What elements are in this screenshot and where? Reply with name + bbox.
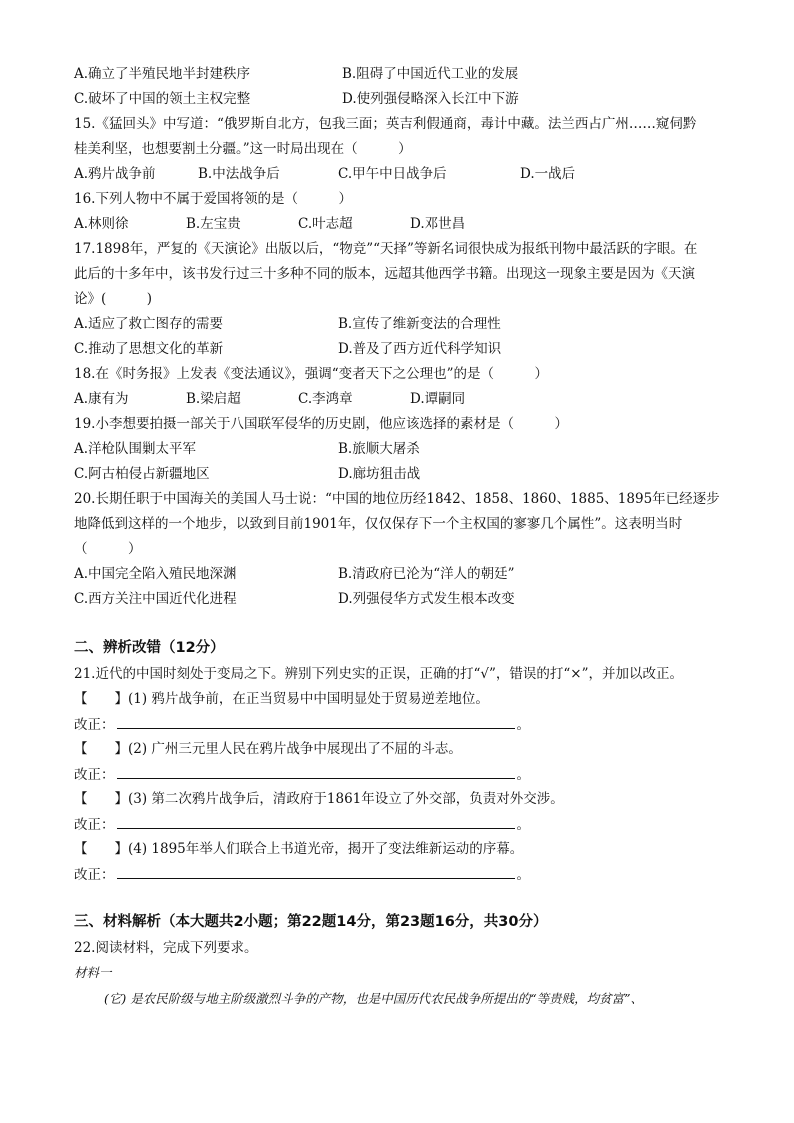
q17-stem-line3: 论》( ): [74, 291, 153, 307]
fix-label: 改正：: [74, 717, 115, 733]
q17-option-b: B.宣传了维新变法的合理性: [338, 316, 501, 332]
q19-option-a: A.洋枪队围剿太平军: [74, 441, 197, 457]
q15-option-c: C.甲午中日战争后: [338, 166, 447, 182]
q17-option-d: D.普及了西方近代科学知识: [338, 341, 502, 357]
fix-label: 改正：: [74, 867, 115, 883]
q15-stem-line2: 桂美利坚，也想要割土分疆。”这一时局出现在（ ）: [74, 141, 412, 157]
fix-end: 。: [516, 867, 530, 883]
answer-blank-2[interactable]: [117, 764, 515, 779]
q21-fix-row-2: [74, 764, 530, 785]
q20-stem-line3: （ ）: [74, 541, 142, 557]
q18-option-c: C.李鸿章: [298, 391, 353, 407]
q17-option-c: C.推动了思想文化的革新: [74, 341, 224, 357]
q15-option-a: A.鸦片战争前: [74, 166, 156, 182]
q15-option-d: D.一战后: [520, 166, 576, 182]
q21-item-2: 【 】(2) 广州三元里人民在鸦片战争中展现出了不屈的斗志。: [74, 741, 462, 757]
q17-option-a: A.适应了救亡图存的需要: [74, 316, 224, 332]
q19-stem: 19.小李想要拍摄一部关于八国联军侵华的历史剧，他应该选择的素材是（ ）: [74, 416, 568, 432]
section3-title: 三、材料解析（本大题共2小题；第22题14分，第23题16分，共30分）: [74, 914, 548, 930]
fix-end: 。: [516, 817, 530, 833]
q20-stem-line1: 20.长期任职于中国海关的美国人马士说：“中国的地位历经1842、1858、1860、1885、1895年已经逐步: [74, 491, 720, 507]
q18-option-a: A.康有为: [74, 391, 129, 407]
fix-label: 改正：: [74, 767, 115, 783]
q15-option-b: B.中法战争后: [198, 166, 280, 182]
q14-option-c: C.破坏了中国的领土主权完整: [74, 91, 251, 107]
q20-stem-line2: 地降低到这样的一个地步，以致到目前1901年，仅仅保存下一个主权国的寥寥几个属性”。这表明当时: [74, 516, 683, 532]
material-text: (它) 是农民阶级与地主阶级激烈斗争的产物，也是中国历代农民战争所提出的“等贵贱，均贫富”、: [104, 991, 644, 1006]
q21-fix-row-1: [74, 714, 530, 735]
q16-stem: 16.下列人物中不属于爱国将领的是（ ）: [74, 191, 352, 207]
q18-option-b: B.梁启超: [186, 391, 241, 407]
q14-option-b: B.阻碍了中国近代工业的发展: [342, 66, 519, 82]
q20-option-d: D.列强侵华方式发生根本改变: [338, 591, 515, 607]
q21-fix-row-4: [74, 864, 530, 885]
q21-fix-row-3: [74, 814, 530, 835]
section2-title: 二、辨析改错（12分）: [74, 640, 225, 656]
q19-option-c: C.阿古柏侵占新疆地区: [74, 466, 210, 482]
q21-item-1: 【 】(1) 鸦片战争前，在正当贸易中中国明显处于贸易逆差地位。: [74, 691, 489, 707]
q16-option-c: C.叶志超: [298, 216, 353, 232]
answer-blank-3[interactable]: [117, 814, 515, 829]
fix-end: 。: [516, 717, 530, 733]
answer-blank-4[interactable]: [117, 864, 515, 879]
q20-option-b: B.清政府已沦为“洋人的朝廷”: [338, 566, 515, 582]
q17-stem-line2: 此后的十多年中，该书发行过三十多种不同的版本，远超其他西学书籍。出现这一现象主要是因为《天演: [74, 266, 695, 282]
q22-stem: 22.阅读材料，完成下列要求。: [74, 940, 258, 956]
q18-option-d: D.谭嗣同: [410, 391, 466, 407]
q21-item-3: 【 】(3) 第二次鸦片战争后，清政府于1861年设立了外交部，负责对外交涉。: [74, 791, 564, 807]
q14-option-a: A.确立了半殖民地半封建秩序: [74, 66, 251, 82]
fix-label: 改正：: [74, 817, 115, 833]
q16-option-a: A.林则徐: [74, 216, 129, 232]
q15-stem-line1: 15.《猛回头》中写道：“俄罗斯自北方，包我三面；英吉利假通商，毒计中藏。法兰西占广州……窥伺黔: [74, 116, 697, 132]
answer-blank-1[interactable]: [117, 714, 515, 729]
q20-option-a: A.中国完全陷入殖民地深渊: [74, 566, 237, 582]
q16-option-d: D.邓世昌: [410, 216, 466, 232]
fix-end: 。: [516, 767, 530, 783]
q21-stem: 21.近代的中国时刻处于变局之下。辨别下列史实的正误，正确的打“√”，错误的打“×”，并加以改正。: [74, 666, 683, 682]
q16-option-b: B.左宝贵: [186, 216, 241, 232]
q19-option-b: B.旅顺大屠杀: [338, 441, 420, 457]
q17-stem-line1: 17.1898年，严复的《天演论》出版以后，“物竞”“天择”等新名词很快成为报纸刊物中最活跃的字眼。在: [74, 241, 698, 257]
q18-stem: 18.在《时务报》上发表《变法通议》，强调“变者天下之公理也”的是（ ）: [74, 366, 549, 382]
q19-option-d: D.廊坊狙击战: [338, 466, 421, 482]
q21-item-4: 【 】(4) 1895年举人们联合上书道光帝，揭开了变法维新运动的序幕。: [74, 841, 524, 857]
material-label: 材料一: [74, 965, 112, 980]
q20-option-c: C.西方关注中国近代化进程: [74, 591, 237, 607]
q14-option-d: D.使列强侵略深入长江中下游: [342, 91, 519, 107]
